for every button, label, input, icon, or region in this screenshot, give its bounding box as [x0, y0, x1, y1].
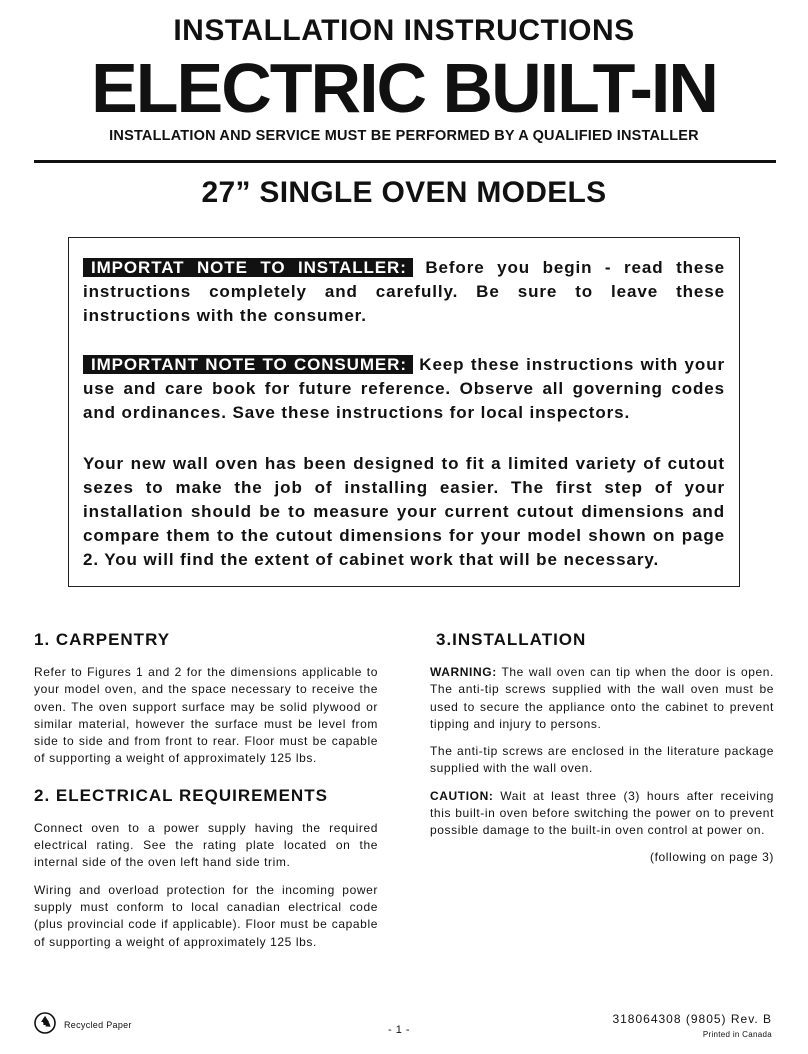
warning-label: WARNING: — [430, 665, 497, 679]
printed-in-label: Printed in Canada — [702, 1030, 772, 1039]
important-notice-box — [68, 237, 740, 587]
caution-label: CAUTION: — [430, 788, 494, 803]
header-main-title: ELECTRIC BUILT-IN — [91, 49, 717, 127]
left-column — [34, 630, 378, 961]
header-title: INSTALLATION INSTRUCTIONS — [173, 14, 635, 47]
part-number: 318064308 (9805) Rev. B — [612, 1012, 772, 1026]
anti-tip-paragraph: The anti-tip screws are enclosed in the literature package supplied with the wall oven. — [430, 744, 774, 776]
models-subtitle: 27” SINGLE OVEN MODELS — [201, 176, 607, 209]
installer-note-label: IMPORTAT NOTE TO INSTALLER: — [83, 258, 413, 277]
header-divider — [34, 160, 776, 163]
warning-text: The wall oven can tip when the door is open. The anti-tip screws supplied with the wall oven must be used to secure the appliance onto the cabinet to prevent tipping and injury to persons. — [430, 665, 774, 731]
recycle-icon — [34, 1012, 56, 1034]
intro-paragraph: Your new wall oven has been designed to fit a limited variety of cutout sezes to make the job of installing easier. The first step of your installation should be to measure your current cutout dimensions and compare them to the cutout dimensions for your model shown on page 2. You will find the extent of cabinet work that will be necessary. — [83, 454, 725, 569]
page-number: - 1 - — [388, 1024, 411, 1036]
warning-paragraph — [430, 664, 774, 733]
installation-heading: 3.INSTALLATION — [436, 630, 587, 649]
caution-text: Wait at least three (3) hours after receiving this built-in oven before switching the power on to prevent possible damage to the built-in oven control at power on. — [430, 788, 774, 838]
caution-paragraph — [430, 788, 774, 840]
consumer-note-text: Keep these instructions with your use and care book for future reference. Observe all governing codes and ordinances. Save these instructions for local inspectors. — [83, 355, 726, 422]
carpentry-heading: 1. CARPENTRY — [34, 630, 171, 649]
consumer-note — [83, 353, 725, 425]
recycled-paper-label: Recycled Paper — [64, 1020, 132, 1030]
electrical-text-1: Connect oven to a power supply having the required electrical rating. See the rating plate located on the internal side of the oven left hand side trim. — [34, 820, 378, 870]
right-column — [430, 630, 774, 864]
header-qualified-notice: INSTALLATION AND SERVICE MUST BE PERFORMED BY A QUALIFIED INSTALLER — [109, 128, 699, 144]
electrical-text-2: Wiring and overload protection for the incoming power supply must conform to local canadian electrical code (plus provincial code if applicable). Floor must be capable of supporting a weight of approximately 125 lbs. — [34, 882, 378, 949]
consumer-note-label: IMPORTANT NOTE TO CONSUMER: — [83, 355, 413, 374]
carpentry-text: Refer to Figures 1 and 2 for the dimensions applicable to your model oven, and the space necessary to receive the oven. The oven support surface may be solid plywood or similar material, however the surface must be level from side to side and from front to rear. Floor must be capable of supporting a weight of approximately 125 lbs. — [34, 665, 378, 766]
continued-note: (following on page 3) — [649, 849, 774, 864]
installer-note-text: Before you begin - read these instructions completely and carefully. Be sure to leave these instructions with the consumer. — [83, 258, 725, 325]
electrical-heading: 2. ELECTRICAL REQUIREMENTS — [34, 785, 328, 805]
installer-note — [83, 256, 725, 328]
